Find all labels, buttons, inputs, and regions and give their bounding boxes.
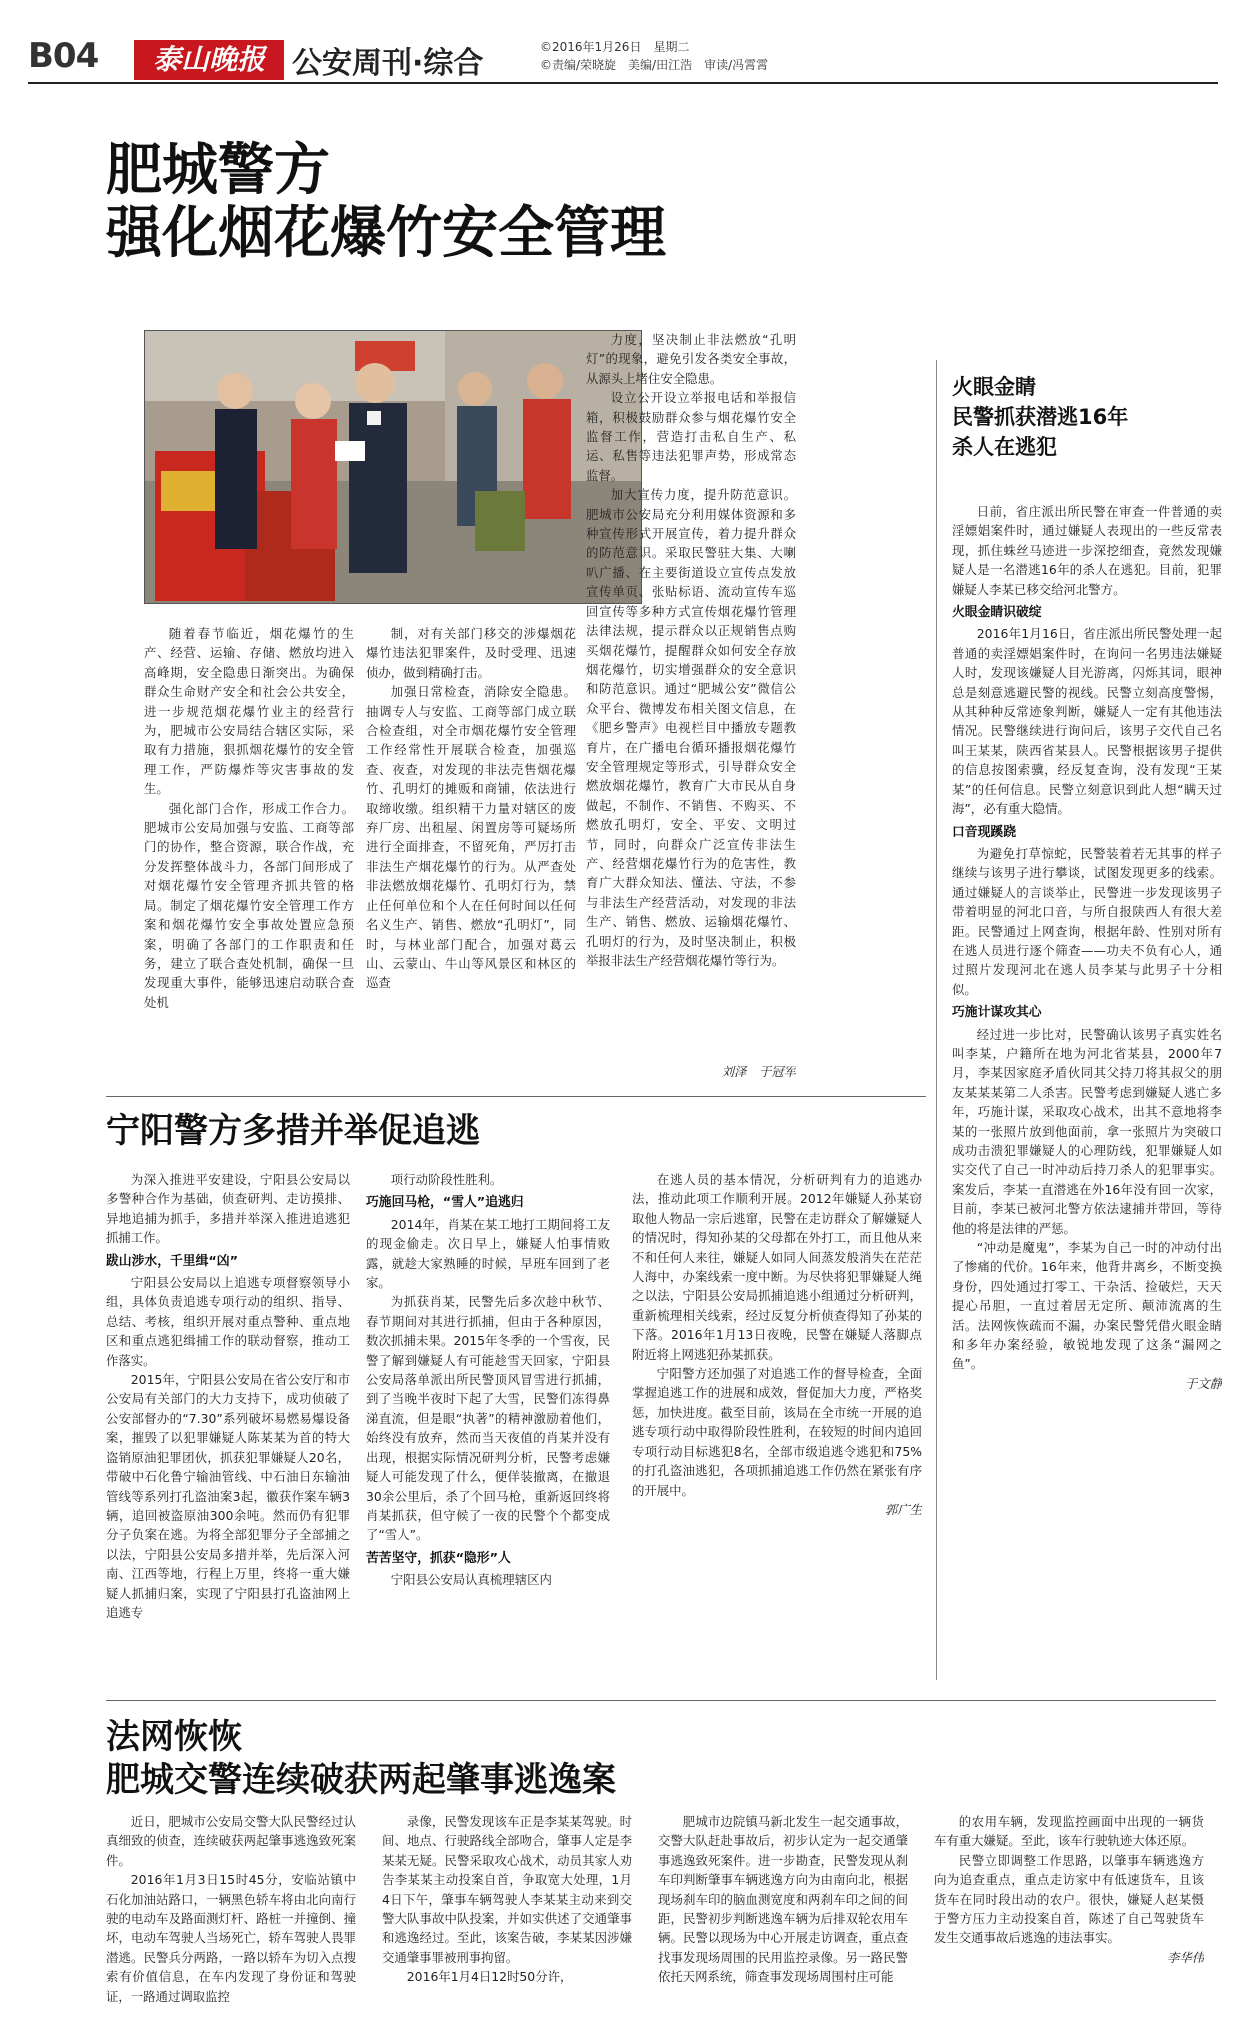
- sidebar-paragraph: 2016年1月16日，省庄派出所民警处理一起普通的卖淫嫖娼案件时，在询问一名男违法嫌疑人时，发现该嫌疑人目光游离，闪烁其词，眼神总是刻意逃避民警的视线。民警立刻高度警惕，从其种种反常迹象判断，嫌疑人一定有其他违法情况。民警继续进行询问后，该男子交代自己名叫王某某，陕西省某县人。民警根据该男子提供的信息按图索骥，经反复查询，没有发现“王某某”的任何信息。民警立刻意识到此人想“瞒天过海”，必有重大隐情。: [952, 626, 1222, 817]
- article1-paragraph: 加大宣传力度，提升防范意识。肥城市公安局充分利用媒体资源和多种宣传形式开展宣传，着力提升群众的防范意识。采取民警驻大集、大喇叭广播、在主要街道设立宣传点发放宣传单页、张贴标语、流动宣传车巡回宣传等多种方式宣传烟花爆竹管理法律法规，提示群众以正规销售点购买烟花爆竹，提醒群众如何安全存放烟花爆竹，切实增强群众的安全意识和防范意识。通过“肥城公安”微信公众平台、微博发布相关图文信息，在《肥乡警声》电视栏目中播放专题教育片，在广播电台循环播报烟花爆竹安全管理规定等形式，引导群众安全燃放烟花爆竹，教育广大市民从自身做起，不制作、不销售、不购买、不燃放孔明灯，安全、平安、文明过节，同时，向群众广泛宣传非法生产、经营烟花爆竹行为的危害性，教育广大群众知法、懂法、守法，不参与非法生产经营活动，对发现的非法生产、销售、燃放、运输烟花爆竹、孔明灯的行为，及时坚决制止，积极举报非法生产经营烟花爆竹等行为。: [586, 487, 796, 968]
- sidebar-headline-line1: 火眼金睛: [952, 375, 1036, 399]
- newspaper-logo: 泰山晚报: [134, 40, 284, 80]
- editor-credits: ©责编/荣晓旋 美编/田江浩 审读/冯霄霄: [540, 58, 769, 72]
- article3-paragraph: 2016年1月3日15时45分，安临站镇中石化加油站路口，一辆黑色轿车将由北向南行驶的电动车及路面测灯杆、路桩一并撞倒、撞坏，电动车驾驶人当场死亡，轿车驾驶人畏罪潜逃。民警兵分两路，一路以轿车为切入点搜索有价值信息，在车内发现了身份证和驾驶证，一路通过调取监控: [106, 1872, 356, 2004]
- article2-paragraph: 宁阳县公安局以上追逃专项督察领导小组，具体负责追逃专项行动的组织、指导、总结、考核，组织开展对重点警种、重点地区和重点逃犯缉捕工作的联动督察，推动工作落实。: [106, 1275, 350, 1368]
- article2-subheading: 苦苦坚守，抓获“隐形”人: [366, 1550, 511, 1566]
- sidebar-paragraph: “冲动是魔鬼”，李某为自己一时的冲动付出了惨痛的代价。16年来，他背井离乡，不断变换身份，四处通过打零工、干杂活、捡破烂，天天提心吊胆，一直过着居无定所、颠沛流离的生活。法网恢恢疏而不漏，办案民警凭借火眼金睛和多年办案经验，敏锐地发现了这条“漏网之鱼”。: [952, 1240, 1222, 1372]
- sidebar-paragraph: 为避免打草惊蛇，民警装着若无其事的样子继续与该男子进行攀谈，试图发现更多的线索。通过嫌疑人的言谈举止，民警进一步发现该男子带着明显的河北口音，与所自报陕西人有很大差距。民警通过上网查询，根据年龄、性别对所有在逃人员进行逐个筛查——功夫不负有心人，通过照片发现河北在逃人员李某与此男子十分相似。: [952, 845, 1222, 997]
- article1-paragraph: 加强日常检查，消除安全隐患。抽调专人与安监、工商等部门成立联合检查组，对全市烟花爆竹安全管理工作经常性开展联合检查，加强巡查、夜查，对发现的非法売售烟花爆竹、孔明灯的摊贩和商铺，依法进行取缔收缴。组织精干力量对辖区的废弃厂房、出租屋、闲置房等可疑场所进行全面排查，不留死角，严厉打击非法生产烟花爆竹的行为。从严查处非法燃放烟花爆竹、孔明灯行为，禁止任何单位和个人在任何时间以任何名义生产、销售、燃放“孔明灯”，同时，与林业部门配合，加强对葛云山、云蒙山、牛山等风景区和林区的巡查: [366, 684, 576, 991]
- sidebar-body: [952, 502, 1222, 1690]
- article1-author: 刘泽 于冠军: [721, 1064, 796, 1079]
- article3-author: 李华伟: [1166, 1949, 1204, 1965]
- sidebar-paragraph: 日前，省庄派出所民警在审查一件普通的卖淫嫖娼案件时，通过嫌疑人表现出的一些反常表现，抓住蛛丝马迹进一步深挖细查，竟然发现嫌疑人是一名潜逃16年的杀人在逃犯。目前，犯罪嫌疑人李某已移交给河北警方。: [952, 504, 1222, 597]
- sidebar-subheading: 巧施计谋攻其心: [952, 1005, 1042, 1021]
- article3-column-2: [382, 1812, 632, 2034]
- article1-headline: [106, 140, 666, 265]
- section-divider: [106, 1700, 1216, 1701]
- article3-paragraph: 录像，民警发现该车正是李某某驾驶。时间、地点、行驶路线全部吻合，肇事人定是李某某无疑。民警采取攻心战术，动员其家人劝告李某某主动投案自首，争取宽大处理，1月4日下午，肇事车辆驾驶人李某某主动来到交警大队事故中队投案，并如实供述了交通肇事和逃逸经过。至此，该案告破，李某某因涉嫌交通肇事罪被刑事拘留。: [382, 1814, 632, 1965]
- sidebar-subheading: 口音现蹊跷: [952, 824, 1016, 840]
- sidebar-paragraph: 经过进一步比对，民警确认该男子真实姓名叫李某，户籍所在地为河北省某县，2000年7月，李某因家庭矛盾伙同其父持刀将其叔父的朋友某某某第二人杀害。民警考虑到嫌疑人逃亡多年，巧施计谋，采取攻心战术，出其不意地将李某的一张照片放到他面前，拿一张照片为突破口成功击溃犯罪嫌疑人的心理防线，犯罪嫌疑人如实交代了自己一时冲动后持刀杀人的犯罪事实。案发后，李某一直潜逃在外16年没有回一次家，目前，李某已被河北警方依法逮捕并带回，等待他的将是法律的严惩。: [952, 1026, 1222, 1236]
- article3-column-4: [934, 1812, 1204, 2034]
- article2-subheading: 跋山涉水，千里缉“凶”: [106, 1253, 238, 1269]
- article1-paragraph: 制，对有关部门移交的涉爆烟花爆竹违法犯罪案件，及时受理、迅速侦办，做到精确打击。: [366, 626, 576, 680]
- sidebar-headline-line3: 杀人在逃犯: [952, 435, 1057, 459]
- article3-paragraph: 民警立即调整工作思路，以肇事车辆逃逸方向为追查重点，重点走访家中有低速货车，且该货车在同时段出动的农户。很快，嫌疑人赵某慑于警方压力主动投案自首，陈述了自己驾驶货车发生交通事故后逃逸的违法事实。: [934, 1852, 1204, 1946]
- photo-police-inspection: [145, 331, 642, 604]
- sidebar-headline-line2: 民警抓获潜逃16年: [952, 405, 1129, 429]
- article1-column-2: [366, 624, 576, 1080]
- article1-paragraph: 随着春节临近，烟花爆竹的生产、经营、运输、存储、燃放均进入高峰期，安全隐患日渐突出。为确保群众生命财产安全和社会公共安全，进一步规范烟花爆竹业主的经营行为，肥城市公安局结合辖区实际，采取有力措施，狠抓烟花爆竹的安全管理工作，严防爆炸等灾害事故的发生。: [144, 626, 354, 797]
- article3-column-3: [658, 1812, 908, 2034]
- article1-headline-line1: 肥城警方: [106, 138, 330, 203]
- article2-headline: 宁阳警方多措并举促追逃: [106, 1111, 480, 1151]
- article2-subheading: 巧施回马枪，“雪人”追逃归: [366, 1195, 524, 1211]
- article2-author: 郭广生: [884, 1501, 922, 1517]
- article2-paragraph: 2014年，肖某在某工地打工期间将工友的现金偷走。次日早上，嫌疑人怕事情败露，就趁大家熟睡的时候，早班车回到了老家。: [366, 1216, 610, 1291]
- article2-paragraph: 为深入推进平安建设，宁阳县公安局以多警种合作为基础，侦查研判、走访摸排、异地追捕为抓手，多措并举深入推进追逃犯抓捕工作。: [106, 1172, 350, 1246]
- article2-column-2: [366, 1170, 610, 1682]
- article2-column-3: [632, 1170, 922, 1682]
- article3-paragraph: 肥城市边院镇马新北发生一起交通事故，交警大队赶赴事故后，初步认定为一起交通肇事逃逸致死案件。进一步勘查，民警发现从刹车印判断肇事车辆逃逸方向为由南向北，根据现场刹车印的脑血测宽度和两刹车印之间的间距，民警初步判断逃逸车辆为后排双轮农用车辆。民警以现场为中心开展走访调查，重点查找事发现场周围的民用监控录像。另一路民警依托天网系统，筛查事发现场周围村庄可能: [658, 1814, 908, 1985]
- article1-headline-line2: 强化烟花爆竹安全管理: [106, 200, 666, 266]
- section-divider: [106, 1096, 926, 1097]
- article2-paragraph: 项行动阶段性胜利。: [390, 1172, 503, 1187]
- article2-paragraph: 在逃人员的基本情况，分析研判有力的追逃办法，推动此项工作顺利开展。2012年嫌疑人孙某窃取他人物品一宗后逃窜，民警在走访群众了解嫌疑人的情况时，得知孙某的父母都在外打工，而且他从来不和任何人来往，嫌疑人如同人间蒸发般消失在茫茫人海中，办案线索一度中断。为尽快将犯罪嫌疑人绳之以法，宁阳县公安局抓捕追逃小组通过分析研判，重新梳理相关线索，经过反复分析侦查得知了孙某的下落。2016年1月13日夜晚，民警在嫌疑人落脚点附近将上网逃犯孙某抓获。: [632, 1172, 922, 1362]
- page-number: B04: [28, 36, 99, 76]
- article1-column-3: [586, 330, 796, 1062]
- article3-headline-line2: 肥城交警连续破获两起肇事逃逸案: [106, 1759, 616, 1800]
- sidebar-author: 于文静: [1184, 1375, 1222, 1391]
- article3-paragraph: 2016年1月4日12时50分许，: [406, 1969, 573, 1985]
- article3-headline: [106, 1716, 616, 1801]
- article2-paragraph: 宁阳县公安局认真梳理辖区内: [390, 1572, 552, 1588]
- article3-paragraph: 近日，肥城市公安局交警大队民警经过认真细致的侦查，连续破获两起肇事逃逸致死案件。: [106, 1814, 356, 1868]
- sidebar-headline: [952, 372, 1222, 462]
- article2-paragraph: 为抓获肖某，民警先后多次趁中秋节、春节期间对其进行抓捕，但由于各种原因，数次抓捕未果。2015年冬季的一个雪夜，民警了解到嫌疑人有可能趁雪天回家，宁阳县公安局落单派出所民警顶风冒雪进行抓捕，到了当晚半夜时下起了大雪，民警们冻得鼻涕直流，但是眼“执著”的精神激励着他们，始终没有放弃，然而当天夜值的肖某并没有出现，根据实际情况研判分析，民警考虑嫌疑人可能发现了什么，便佯装撤离，在撤退30余公里后，杀了个回马枪，重新返回终将肖某抓获，但守候了一夜的民警个个都变成了“雪人”。: [366, 1294, 610, 1543]
- news-photo: [144, 330, 642, 604]
- article3-headline-line1: 法网恢恢: [106, 1717, 242, 1757]
- column-divider: [936, 360, 937, 1680]
- sidebar-subheading: 火眼金睛识破绽: [952, 605, 1042, 621]
- masthead: [28, 36, 1218, 84]
- article1-column-1: [144, 624, 354, 1080]
- article1-paragraph: 设立公开设立举报电话和举报信箱，积极鼓励群众参与烟花爆竹安全监督工作，营造打击私自生产、私运、私售等违法犯罪声势，形成常态监督。: [586, 390, 796, 483]
- article2-paragraph: 2015年，宁阳县公安局在省公安厅和市公安局有关部门的大力支持下，成功侦破了公安部督办的“7.30”系列破坏易燃易爆设备案，摧毁了以犯罪嫌疑人陈某某为首的特大盗销原油犯罪团伙，抓获犯罪嫌疑人20名，带破中石化鲁宁输油管线、中石油日东输油管线等系列打孔盗油案3起，徽获作案车辆3辆，追回被盗原油300余吨。然而仍有犯罪分子负案在逃。为将全部犯罪分子全部捕之以法，宁阳县公安局多措并举，先后深入河南、江西等地，行程上万里，终将一重大嫌疑人抓捕归案，实现了宁阳县打孔盗油网上追逃专: [106, 1372, 350, 1620]
- article3-column-1: [106, 1812, 356, 2034]
- article1-byline: [586, 1062, 796, 1084]
- issue-date: ©2016年1月26日 星期二: [540, 40, 690, 54]
- article3-paragraph: 的农用车辆，发现监控画面中出现的一辆货车有重大嫌疑。至此，该车行驶轨迹大体还原。: [934, 1814, 1204, 1849]
- article2-column-1: [106, 1170, 350, 1682]
- article1-paragraph: 强化部门合作，形成工作合力。肥城市公安局加强与安监、工商等部门的协作，整合资源，联合作战，充分发挥整体战斗力，各部门间形成了对烟花爆竹安全管理齐抓共管的格局。制定了烟花爆竹安全管理工作方案和烟花爆竹安全事故处置应急预案，明确了各部门的工作职责和任务，建立了联合查处机制，确保一旦发现重大事件，能够迅速启动联合查处机: [144, 800, 354, 1010]
- article2-paragraph: 宁阳警方还加强了对追逃工作的督导检查，全面掌握追逃工作的进展和成效，督促加大力度，严格奖惩，加快进度。截至目前，该局在全市统一开展的追逃专项行动中取得阶段性胜利，在较短的时间内追回专项行动目标逃犯8名，全部市级追逃令逃犯和75%的打孔盗油逃犯，各项抓捕追逃工作仍然在紧张有序的开展中。: [632, 1366, 922, 1498]
- section-title: 公安周刊·综合: [292, 46, 484, 81]
- article1-paragraph: 力度，坚决制止非法燃放“孔明灯”的现象，避免引发各类安全事故，从源头上堵住安全隐患。: [586, 332, 796, 386]
